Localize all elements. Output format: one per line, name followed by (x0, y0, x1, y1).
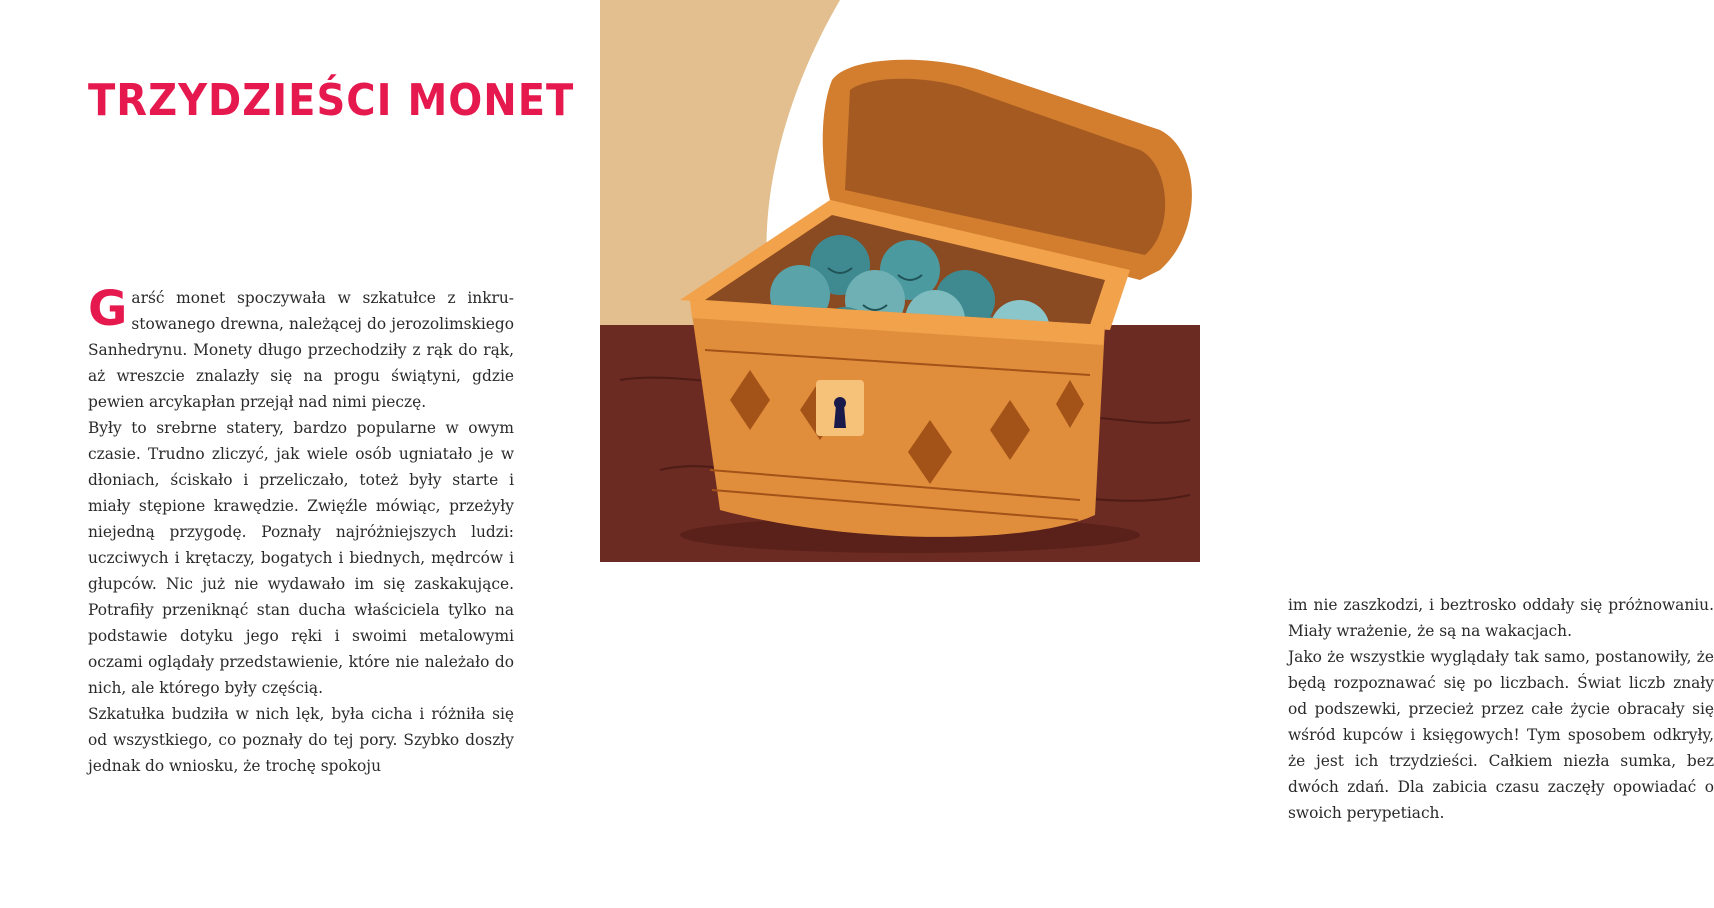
paragraph-1-text: arść monet spoczywała w szkatułce z inkrustowanego drewna, należącej do jerozolimskiego Sanhedrynu. Monety długo przechodziły z rąk do rąk, aż wreszcie znalazły się na progu świątyni, gdzie pewien arcykapłan przejął nad nimi pieczę. (88, 289, 514, 411)
left-text-column (88, 281, 514, 779)
page-title: TRZYDZIEŚCI MONET (88, 76, 575, 126)
paragraph-2: Były to srebrne statery, bardzo popularne w owym czasie. Trudno zliczyć, jak wiele osób ugniatało je w dłoniach, ściskało i przeliczało, toteż były starte i miały stępione krawędzie. Zwięźle mówiąc, przeżyły niejedną przygodę. Poznały najróżniejszych ludzi: uczciwych i krętaczy, bogatych i biednych, mędrców i głupców. Nic już nie wydawało im się zaskakujące. Potrafiły przeniknąć stan ducha właściciela tylko na podstawie dotyku jego ręki i swoimi metalowymi oczami oglądały przedstawienie, które nie należało do nich, ale którego były częścią. (88, 419, 514, 697)
treasure-chest-illustration (600, 0, 1200, 562)
paragraph-4: im nie zaszkodzi, i beztrosko oddały się próżnowaniu. Miały wrażenie, że są na wakacjach. (1288, 596, 1714, 640)
left-page (0, 0, 600, 908)
keyhole-icon (834, 397, 846, 428)
paragraph-3: Szkatułka budziła w nich lęk, była cicha i różniła się od wszystkiego, co poznały do tej pory. Szybko doszły jednak do wniosku, że trochę spokoju (88, 705, 514, 775)
right-page (600, 0, 1714, 908)
right-text-column (1288, 592, 1714, 826)
paragraph-5: Jako że wszystkie wyglądały tak samo, postanowiły, że będą rozpoznawać się po liczbach. Świat liczb znały od podszewki, przecież przez całe życie obracały się wśród kupców i księgowych! Tym sposobem odkryły, że jest ich trzydzieści. Całkiem niezła sumka, bez dwóch zdań. Dla zabicia czasu zaczęły opowiadać o swoich perypetiach. (1288, 648, 1714, 822)
paragraph-1 (88, 281, 514, 415)
drop-cap: G (88, 281, 128, 337)
